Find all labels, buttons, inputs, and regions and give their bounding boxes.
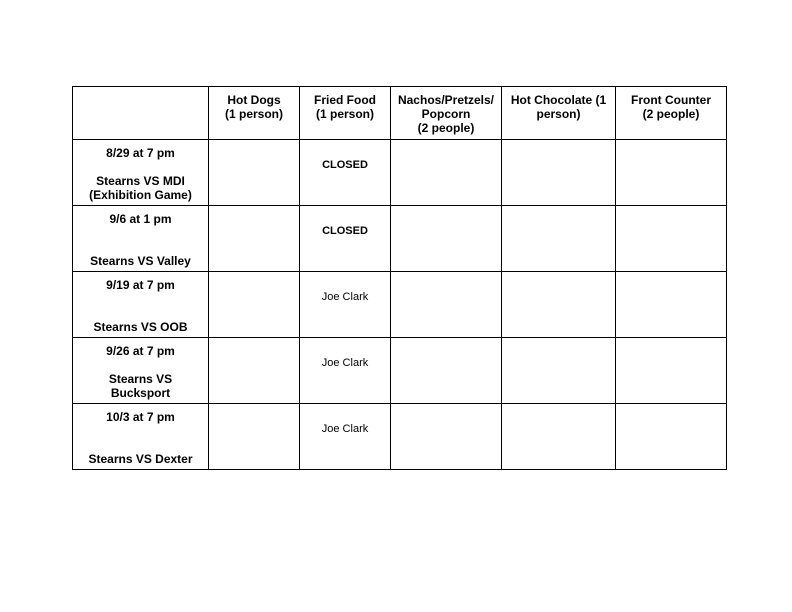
game-cell: 10/3 at 7 pm Stearns VS Dexter xyxy=(73,404,209,470)
table-row xyxy=(73,272,727,338)
header-nachos-pretzels-popcorn: Nachos/Pretzels/ Popcorn (2 people) xyxy=(391,87,502,140)
game-cell: 9/19 at 7 pm Stearns VS OOB xyxy=(73,272,209,338)
volunteer-schedule-table xyxy=(72,86,727,470)
front-counter-cell[interactable] xyxy=(616,272,727,338)
hot-dogs-cell[interactable] xyxy=(209,272,300,338)
header-row xyxy=(73,87,727,140)
hot-chocolate-cell[interactable] xyxy=(502,272,616,338)
table-row xyxy=(73,338,727,404)
front-counter-cell[interactable] xyxy=(616,206,727,272)
game-cell: 9/26 at 7 pm Stearns VS Bucksport xyxy=(73,338,209,404)
header-hot-chocolate: Hot Chocolate (1 person) xyxy=(502,87,616,140)
fried-food-cell[interactable]: CLOSED xyxy=(300,206,391,272)
nachos-cell[interactable] xyxy=(391,206,502,272)
fried-food-cell[interactable]: Joe Clark xyxy=(300,404,391,470)
table-row xyxy=(73,206,727,272)
header-fried-food: Fried Food (1 person) xyxy=(300,87,391,140)
header-game xyxy=(73,87,209,140)
table-row xyxy=(73,404,727,470)
hot-chocolate-cell[interactable] xyxy=(502,338,616,404)
game-cell: 9/6 at 1 pm Stearns VS Valley xyxy=(73,206,209,272)
fried-food-cell[interactable]: Joe Clark xyxy=(300,338,391,404)
header-front-counter: Front Counter (2 people) xyxy=(616,87,727,140)
fried-food-cell[interactable]: Joe Clark xyxy=(300,272,391,338)
hot-dogs-cell[interactable] xyxy=(209,140,300,206)
table-row xyxy=(73,140,727,206)
front-counter-cell[interactable] xyxy=(616,140,727,206)
nachos-cell[interactable] xyxy=(391,338,502,404)
hot-chocolate-cell[interactable] xyxy=(502,140,616,206)
hot-dogs-cell[interactable] xyxy=(209,206,300,272)
game-cell: 8/29 at 7 pm Stearns VS MDI (Exhibition Game) xyxy=(73,140,209,206)
nachos-cell[interactable] xyxy=(391,404,502,470)
hot-chocolate-cell[interactable] xyxy=(502,404,616,470)
front-counter-cell[interactable] xyxy=(616,404,727,470)
hot-dogs-cell[interactable] xyxy=(209,338,300,404)
hot-dogs-cell[interactable] xyxy=(209,404,300,470)
hot-chocolate-cell[interactable] xyxy=(502,206,616,272)
header-hot-dogs: Hot Dogs (1 person) xyxy=(209,87,300,140)
front-counter-cell[interactable] xyxy=(616,338,727,404)
nachos-cell[interactable] xyxy=(391,140,502,206)
nachos-cell[interactable] xyxy=(391,272,502,338)
fried-food-cell[interactable]: CLOSED xyxy=(300,140,391,206)
